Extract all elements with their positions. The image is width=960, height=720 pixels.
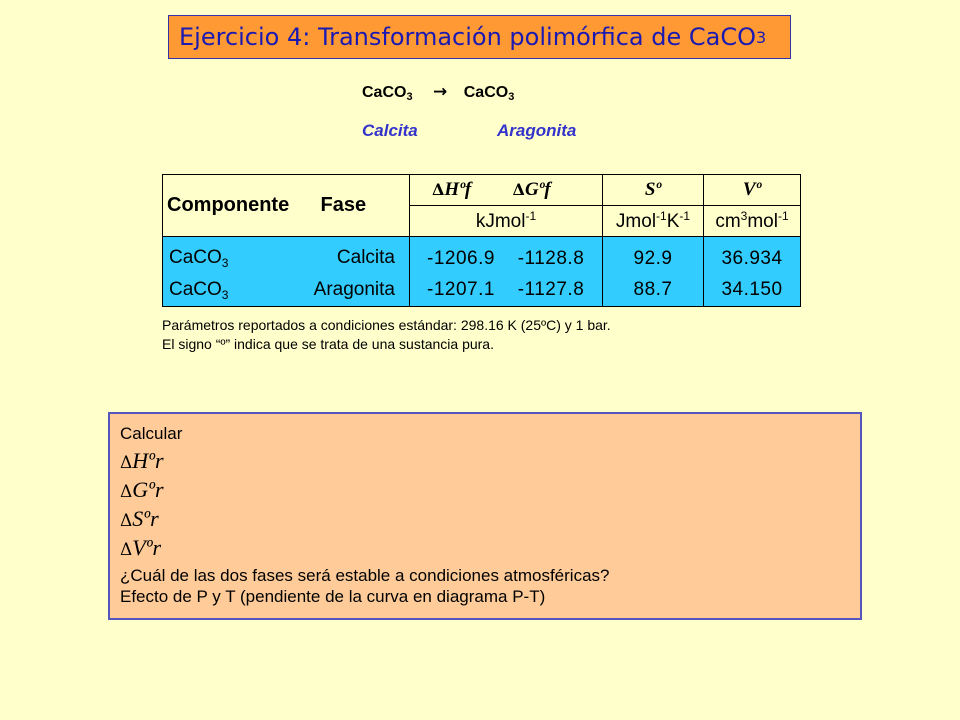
calc-item-hr: ΔHºr [120,448,164,473]
note-line: El signo “º” indica que se trata de una sustancia pura. [162,336,494,352]
calculate-box [108,412,862,620]
row-volume: 34.150 [704,275,801,307]
header-volume: Vº [704,175,801,206]
reactant-phase: Calcita [362,121,418,140]
header-dhf-dgf [410,175,603,206]
product-subscript: 3 [508,91,515,103]
row-dhf-dgf: -1206.9 -1128.8 [410,237,603,275]
unit-volume: $cm^3mol^{-1}$ [704,206,801,237]
header-dhf: ΔHºf [432,179,472,200]
row-dhf-dgf: -1207.1 -1127.8 [410,275,603,307]
unit-energy: kJmol$^{-1}$ [410,206,603,237]
product-formula: CaCO [463,84,509,101]
header-component: Componente [167,194,290,216]
reactant-subscript: 3 [406,91,413,103]
thermo-data-table [162,174,801,307]
note-line: Parámetros reportados a condiciones estándar: 298.16 K (25ºC) y 1 bar. [162,317,611,333]
unit-entropy: $Jmol^{-1}K^{-1}$ [603,206,704,237]
row-component-phase: CaCO$_3$ Aragonita [163,275,410,307]
table-row [163,275,801,307]
title-subscript: 3 [756,27,767,47]
slide-title [168,15,791,59]
question-stability: ¿Cuál de las dos fases será estable a condiciones atmosféricas? [120,566,610,585]
question-pt-effect: Efecto de P y T (pendiente de la curva en diagrama P-T) [120,587,546,606]
calc-item-sr: ΔSºr [120,506,159,531]
table-notes [162,316,611,354]
row-entropy: 88.7 [603,275,704,307]
reactant-formula: CaCO [362,84,407,101]
reaction-equation [362,82,514,103]
product-phase: Aragonita [497,121,577,140]
reaction-arrow-icon: → [433,82,448,102]
header-component-phase [163,175,410,237]
calc-item-vr: ΔVºr [120,535,162,560]
calculate-heading: Calcular [120,424,183,443]
row-volume: 36.934 [704,237,801,275]
table-row [163,237,801,275]
header-dgf: ΔGºf [512,179,551,200]
header-entropy: Sº [603,175,704,206]
header-phase: Fase [320,194,367,216]
row-component-phase: CaCO$_3$ Calcita [163,237,410,275]
row-entropy: 92.9 [603,237,704,275]
calc-item-gr: ΔGºr [120,477,164,502]
title-text: Ejercicio 4: Transformación polimórfica de CaCO [179,23,757,51]
